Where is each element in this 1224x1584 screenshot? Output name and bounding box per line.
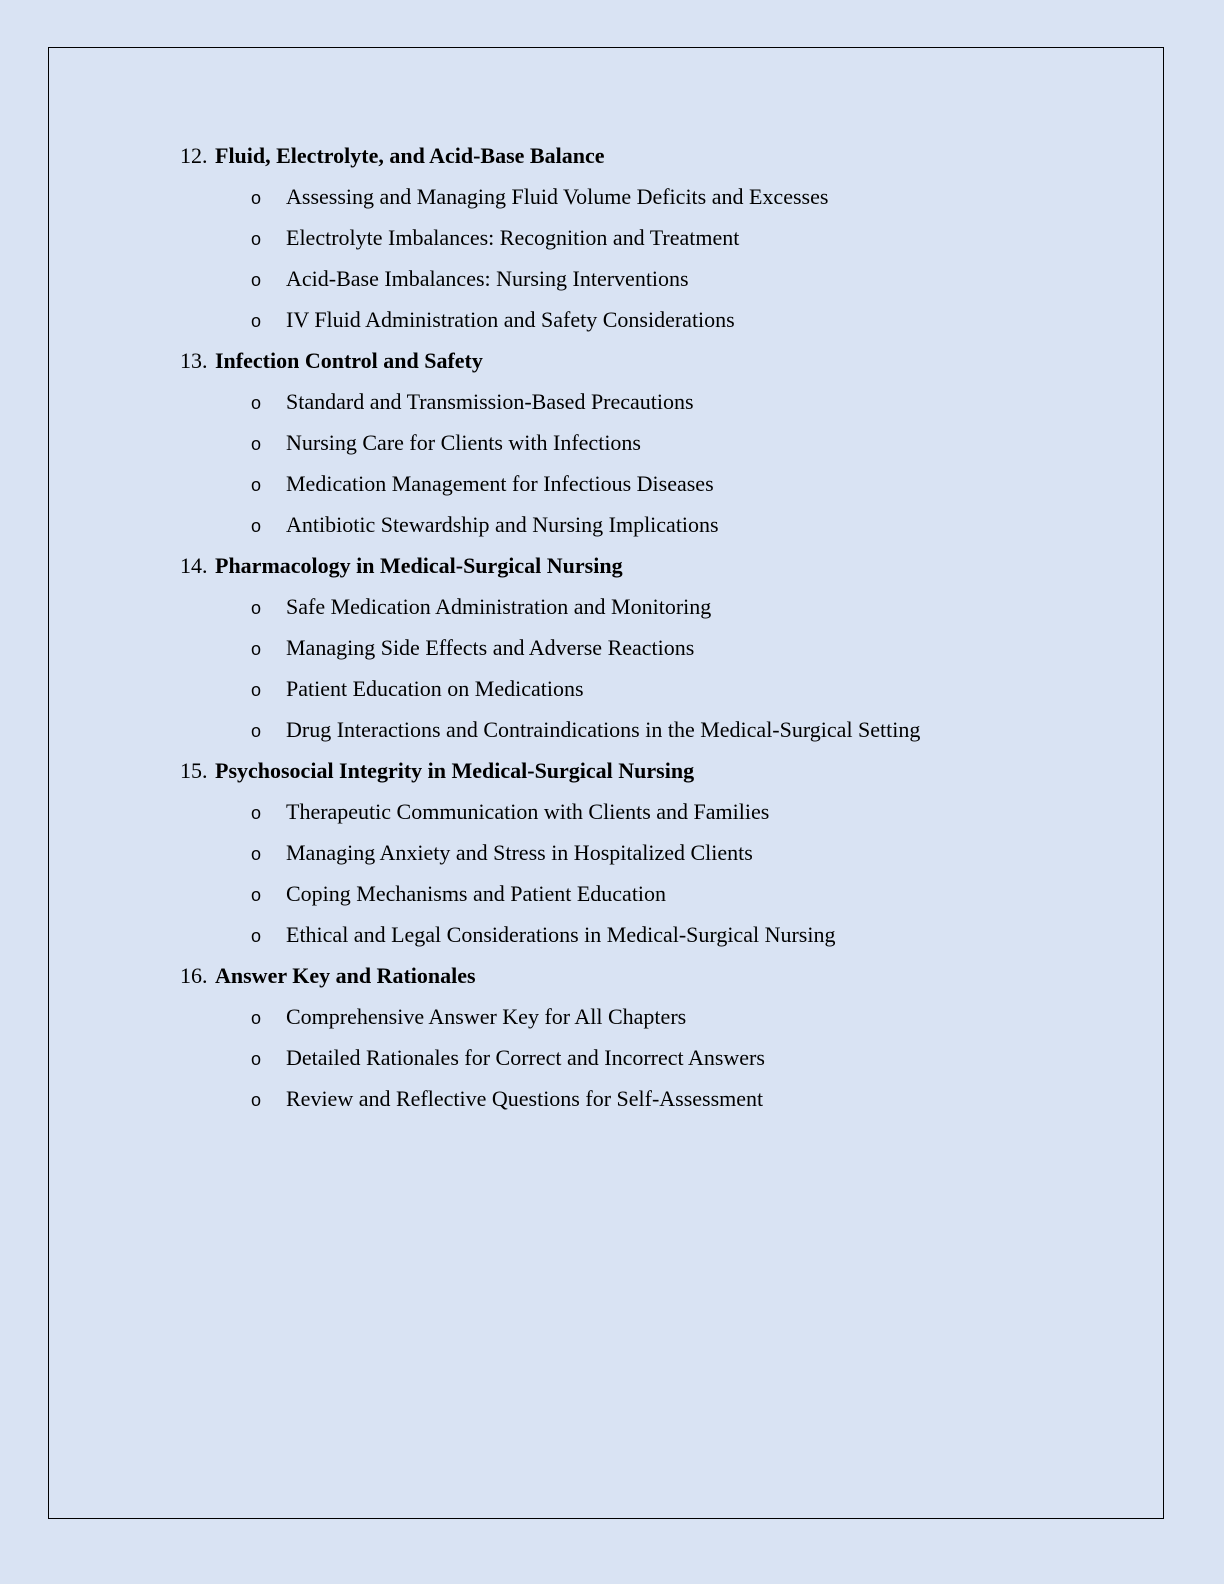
subtopic-text: Detailed Rationales for Correct and Incorrect Answers: [286, 1045, 765, 1070]
subtopic-list: [0, 381, 1224, 545]
chapter-heading: [0, 545, 1224, 586]
subtopic-text: Patient Education on Medications: [286, 676, 584, 701]
chapter-title: Answer Key and Rationales: [215, 963, 476, 988]
subtopic-text: Electrolyte Imbalances: Recognition and Treatment: [286, 225, 740, 250]
chapter-entry: [0, 955, 1224, 1119]
chapter-entry: [0, 750, 1224, 955]
subtopic-text: Assessing and Managing Fluid Volume Deficits and Excesses: [286, 184, 829, 209]
chapter-heading: [0, 340, 1224, 381]
subtopic-text: Drug Interactions and Contraindications in the Medical-Surgical Setting: [286, 717, 921, 742]
hollow-bullet-icon: o: [251, 188, 262, 208]
subtopic-text: Standard and Transmission-Based Precautions: [286, 389, 694, 414]
subtopic-item: [0, 176, 1224, 217]
subtopic-item: [0, 627, 1224, 668]
subtopic-item: [0, 832, 1224, 873]
hollow-bullet-icon: o: [251, 844, 262, 864]
subtopic-item: [0, 504, 1224, 545]
chapter-number: 12.: [180, 143, 208, 168]
hollow-bullet-icon: o: [251, 1090, 262, 1110]
subtopic-list: [0, 176, 1224, 340]
subtopic-item: [0, 299, 1224, 340]
hollow-bullet-icon: o: [251, 229, 262, 249]
hollow-bullet-icon: o: [251, 434, 262, 454]
subtopic-text: Managing Side Effects and Adverse Reactions: [286, 635, 695, 660]
subtopic-text: Safe Medication Administration and Monitoring: [286, 594, 712, 619]
subtopic-item: [0, 791, 1224, 832]
hollow-bullet-icon: o: [251, 270, 262, 290]
subtopic-text: Ethical and Legal Considerations in Medical-Surgical Nursing: [286, 922, 836, 947]
chapter-title: Infection Control and Safety: [215, 348, 483, 373]
subtopic-text: Comprehensive Answer Key for All Chapters: [286, 1004, 687, 1029]
subtopic-text: Antibiotic Stewardship and Nursing Implications: [286, 512, 719, 537]
subtopic-text: Review and Reflective Questions for Self-Assessment: [286, 1086, 764, 1111]
chapter-title: Fluid, Electrolyte, and Acid-Base Balance: [215, 143, 605, 168]
chapter-title: Psychosocial Integrity in Medical-Surgical Nursing: [215, 758, 695, 783]
subtopic-item: [0, 381, 1224, 422]
hollow-bullet-icon: o: [251, 311, 262, 331]
chapter-heading: [0, 955, 1224, 996]
subtopic-item: [0, 586, 1224, 627]
chapter-entry: [0, 545, 1224, 750]
chapter-title: Pharmacology in Medical-Surgical Nursing: [215, 553, 623, 578]
hollow-bullet-icon: o: [251, 1008, 262, 1028]
subtopic-text: Therapeutic Communication with Clients and Families: [286, 799, 770, 824]
table-of-contents: [0, 135, 1224, 1119]
chapter-number: 14.: [180, 553, 208, 578]
subtopic-item: [0, 709, 1224, 750]
subtopic-list: [0, 791, 1224, 955]
chapter-entry: [0, 135, 1224, 340]
subtopic-text: Nursing Care for Clients with Infections: [286, 430, 641, 455]
hollow-bullet-icon: o: [251, 680, 262, 700]
subtopic-item: [0, 873, 1224, 914]
chapter-entry: [0, 340, 1224, 545]
subtopic-list: [0, 996, 1224, 1119]
subtopic-list: [0, 586, 1224, 750]
chapter-heading: [0, 135, 1224, 176]
subtopic-item: [0, 422, 1224, 463]
subtopic-item: [0, 914, 1224, 955]
hollow-bullet-icon: o: [251, 475, 262, 495]
subtopic-item: [0, 996, 1224, 1037]
hollow-bullet-icon: o: [251, 516, 262, 536]
subtopic-text: Medication Management for Infectious Diseases: [286, 471, 714, 496]
subtopic-text: Coping Mechanisms and Patient Education: [286, 881, 667, 906]
subtopic-text: Acid-Base Imbalances: Nursing Interventions: [286, 266, 689, 291]
hollow-bullet-icon: o: [251, 926, 262, 946]
chapter-number: 15.: [180, 758, 208, 783]
chapter-number: 13.: [180, 348, 208, 373]
hollow-bullet-icon: o: [251, 639, 262, 659]
chapter-heading: [0, 750, 1224, 791]
subtopic-text: IV Fluid Administration and Safety Considerations: [286, 307, 735, 332]
chapter-number: 16.: [180, 963, 208, 988]
hollow-bullet-icon: o: [251, 721, 262, 741]
hollow-bullet-icon: o: [251, 1049, 262, 1069]
subtopic-item: [0, 217, 1224, 258]
subtopic-text: Managing Anxiety and Stress in Hospitalized Clients: [286, 840, 753, 865]
subtopic-item: [0, 258, 1224, 299]
subtopic-item: [0, 1078, 1224, 1119]
hollow-bullet-icon: o: [251, 885, 262, 905]
subtopic-item: [0, 1037, 1224, 1078]
hollow-bullet-icon: o: [251, 598, 262, 618]
hollow-bullet-icon: o: [251, 393, 262, 413]
subtopic-item: [0, 463, 1224, 504]
subtopic-item: [0, 668, 1224, 709]
hollow-bullet-icon: o: [251, 803, 262, 823]
